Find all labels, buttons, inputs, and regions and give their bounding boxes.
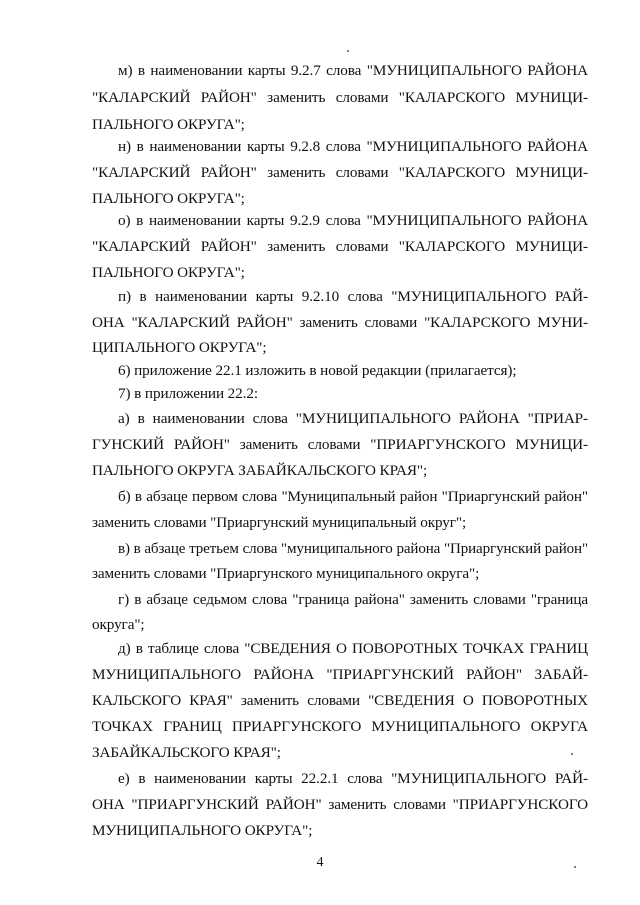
paragraph-line: МУНИЦИПАЛЬНОГО ОКРУГА";: [92, 822, 313, 839]
paragraph-line: г) в абзаце седьмом слова "граница района" заменить словами "граница: [118, 591, 588, 608]
paragraph-line: ОНА "КАЛАРСКИЙ РАЙОН" заменить словами "КАЛАРСКОГО МУНИ-: [92, 314, 588, 331]
paragraph-line: 7) в приложении 22.2:: [118, 385, 258, 402]
paragraph-line: н) в наименовании карты 9.2.8 слова "МУНИЦИПАЛЬНОГО РАЙОНА: [118, 138, 588, 155]
paragraph-line: ЗАБАЙКАЛЬСКОГО КРАЯ";: [92, 744, 281, 761]
paragraph-line: ЦИПАЛЬНОГО ОКРУГА";: [92, 339, 267, 356]
scan-speck: [571, 753, 573, 755]
paragraph-line: 6) приложение 22.1 изложить в новой редакции (прилагается);: [118, 362, 517, 379]
page-number: 4: [316, 855, 324, 870]
paragraph-line: "КАЛАРСКИЙ РАЙОН" заменить словами "КАЛАРСКОГО МУНИЦИ-: [92, 89, 588, 106]
paragraph-line: ОНА "ПРИАРГУНСКИЙ РАЙОН" заменить словами "ПРИАРГУНСКОГО: [92, 796, 588, 813]
paragraph-line: ПАЛЬНОГО ОКРУГА";: [92, 190, 245, 207]
scan-speck: [347, 50, 349, 52]
scan-speck: [574, 866, 576, 868]
paragraph-line: "КАЛАРСКИЙ РАЙОН" заменить словами "КАЛАРСКОГО МУНИЦИ-: [92, 238, 588, 255]
paragraph-line: д) в таблице слова "СВЕДЕНИЯ О ПОВОРОТНЫХ ТОЧКАХ ГРАНИЦ: [118, 640, 588, 657]
paragraph-line: заменить словами "Приаргунский муниципальный округ";: [92, 514, 467, 531]
paragraph-line: ПАЛЬНОГО ОКРУГА";: [92, 264, 245, 281]
paragraph-line: а) в наименовании слова "МУНИЦИПАЛЬНОГО РАЙОНА "ПРИАР-: [118, 410, 588, 427]
paragraph-line: о) в наименовании карты 9.2.9 слова "МУНИЦИПАЛЬНОГО РАЙОНА: [118, 212, 588, 229]
paragraph-line: ПАЛЬНОГО ОКРУГА";: [92, 116, 245, 133]
paragraph-line: в) в абзаце третьем слова "муниципального района "Приаргунский район": [118, 541, 588, 557]
paragraph-line: ТОЧКАХ ГРАНИЦ ПРИАРГУНСКОГО МУНИЦИПАЛЬНОГО ОКРУГА: [92, 718, 588, 735]
paragraph-line: м) в наименовании карты 9.2.7 слова "МУНИЦИПАЛЬНОГО РАЙОНА: [118, 62, 588, 79]
paragraph-line: КАЛЬСКОГО КРАЯ" заменить словами "СВЕДЕНИЯ О ПОВОРОТНЫХ: [92, 692, 588, 709]
paragraph-line: ПАЛЬНОГО ОКРУГА ЗАБАЙКАЛЬСКОГО КРАЯ";: [92, 462, 428, 479]
paragraph-line: заменить словами "Приаргунского муниципального округа";: [92, 565, 480, 582]
paragraph-line: "КАЛАРСКИЙ РАЙОН" заменить словами "КАЛАРСКОГО МУНИЦИ-: [92, 164, 588, 181]
paragraph-line: е) в наименовании карты 22.2.1 слова "МУНИЦИПАЛЬНОГО РАЙ-: [118, 770, 588, 787]
paragraph-line: п) в наименовании карты 9.2.10 слова "МУНИЦИПАЛЬНОГО РАЙ-: [118, 288, 588, 305]
paragraph-line: ГУНСКИЙ РАЙОН" заменить словами "ПРИАРГУНСКОГО МУНИЦИ-: [92, 436, 588, 453]
paragraph-line: МУНИЦИПАЛЬНОГО РАЙОНА "ПРИАРГУНСКИЙ РАЙОН" ЗАБАЙ-: [92, 666, 588, 683]
paragraph-line: округа";: [92, 616, 145, 633]
paragraph-line: б) в абзаце первом слова "Муниципальный район "Приаргунский район": [118, 488, 588, 505]
